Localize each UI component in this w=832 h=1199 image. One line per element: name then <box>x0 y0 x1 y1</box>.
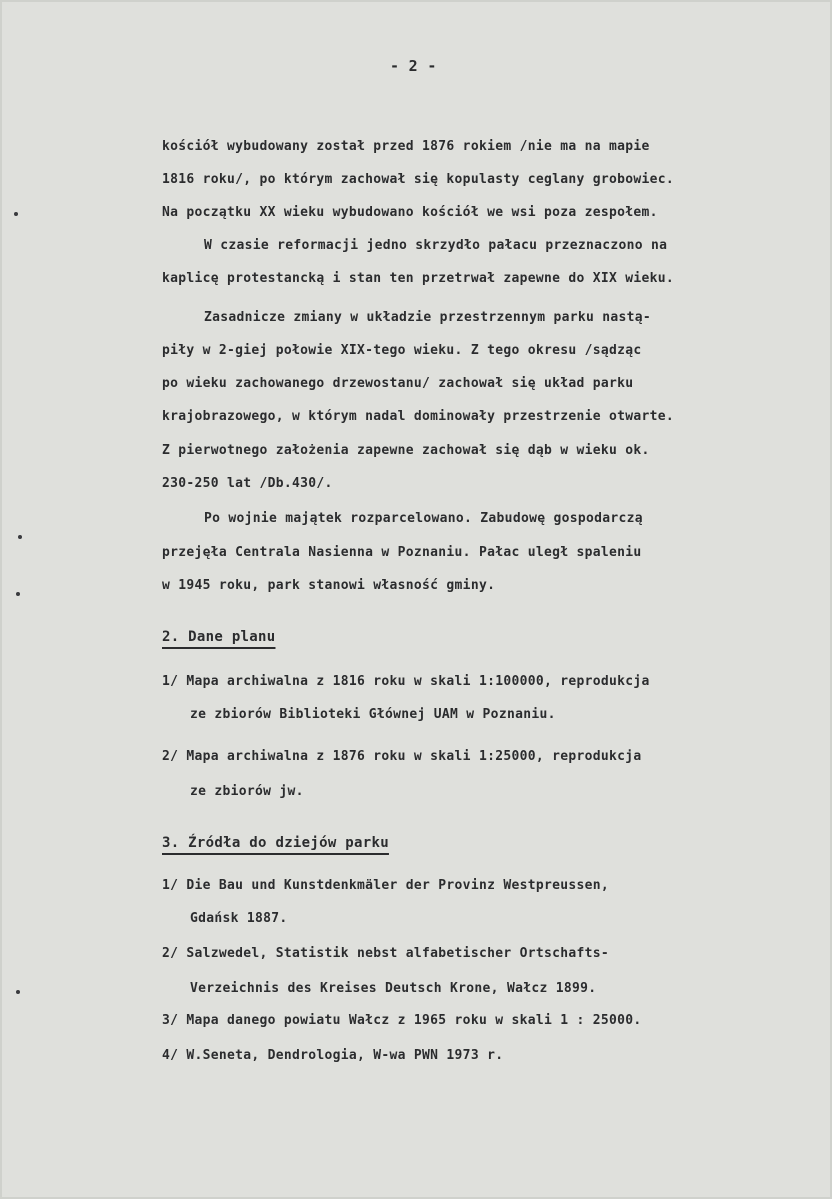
list-item: 2/ Mapa archiwalna z 1876 roku w skali 1:25000, reprodukcja <box>162 749 642 764</box>
text-line: krajobrazowego, w którym nadal dominowały przestrzenie otwarte. <box>162 409 674 424</box>
punch-hole-mark <box>16 592 20 596</box>
text-line: Na początku XX wieku wybudowano kościół we wsi poza zespołem. <box>162 205 658 220</box>
list-item: 3/ Mapa danego powiatu Wałcz z 1965 roku w skali 1 : 25000. <box>162 1013 642 1028</box>
text-line: 1816 roku/, po którym zachował się kopulasty ceglany grobowiec. <box>162 172 674 187</box>
text-line: Zasadnicze zmiany w układzie przestrzennym parku nastą- <box>204 310 651 325</box>
text-line: piły w 2-giej połowie XIX-tego wieku. Z tego okresu /sądząc <box>162 343 642 358</box>
list-item-continuation: Gdańsk 1887. <box>190 911 288 926</box>
punch-hole-mark <box>18 535 22 539</box>
text-line: przejęła Centrala Nasienna w Poznaniu. Pałac uległ spaleniu <box>162 545 642 560</box>
text-line: W czasie reformacji jedno skrzydło pałacu przeznaczono na <box>204 238 668 253</box>
text-line: kaplicę protestancką i stan ten przetrwał zapewne do XIX wieku. <box>162 271 674 286</box>
list-item: 2/ Salzwedel, Statistik nebst alfabetischer Ortschafts- <box>162 946 609 961</box>
punch-hole-mark <box>16 990 20 994</box>
list-item: 1/ Mapa archiwalna z 1816 roku w skali 1:100000, reprodukcja <box>162 674 650 689</box>
list-item: 4/ W.Seneta, Dendrologia, W-wa PWN 1973 r. <box>162 1048 504 1063</box>
list-item-continuation: Verzeichnis des Kreises Deutsch Krone, Wałcz 1899. <box>190 981 597 996</box>
page-number: - 2 - <box>390 57 437 75</box>
punch-hole-mark <box>14 212 18 216</box>
section-heading-2: 2. Dane planu <box>162 629 276 645</box>
list-item: 1/ Die Bau und Kunstdenkmäler der Provinz Westpreussen, <box>162 878 609 893</box>
text-line: Z pierwotnego założenia zapewne zachował się dąb w wieku ok. <box>162 443 650 458</box>
list-item-continuation: ze zbiorów Biblioteki Głównej UAM w Poznaniu. <box>190 707 556 722</box>
section-heading-3: 3. Źródła do dziejów parku <box>162 835 389 851</box>
text-line: kościół wybudowany został przed 1876 rokiem /nie ma na mapie <box>162 139 650 154</box>
text-line: w 1945 roku, park stanowi własność gminy. <box>162 578 496 593</box>
text-line: po wieku zachowanego drzewostanu/ zachował się układ parku <box>162 376 634 391</box>
list-item-continuation: ze zbiorów jw. <box>190 784 304 799</box>
text-line: Po wojnie majątek rozparcelowano. Zabudowę gospodarczą <box>204 511 643 526</box>
text-line: 230-250 lat /Db.430/. <box>162 476 333 491</box>
